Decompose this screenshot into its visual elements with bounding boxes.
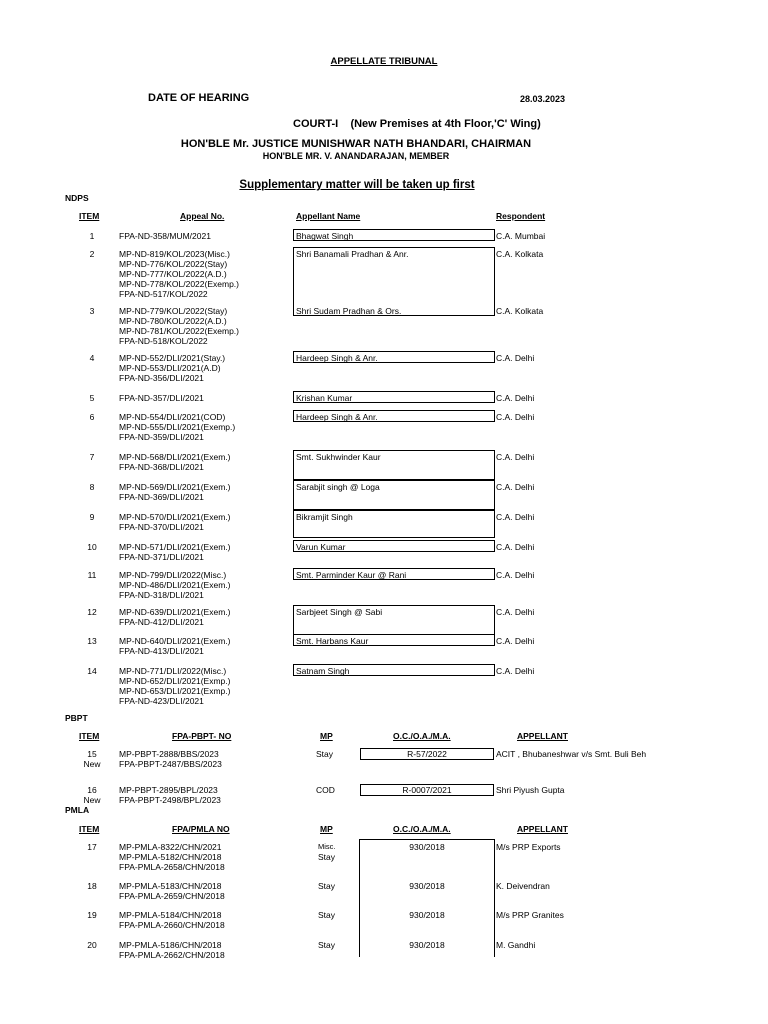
pbpt-col-appellant: APPELLANT: [517, 731, 568, 741]
appeal-number: MP-ND-486/DLI/2021(Exem.): [119, 580, 231, 590]
ndps-item-number: 8: [89, 482, 95, 492]
ndps-appeal-numbers: [119, 249, 239, 299]
pmla-col-appellant: APPELLANT: [517, 824, 568, 834]
appeal-number: MP-ND-639/DLI/2021(Exem.): [119, 607, 231, 617]
appeal-number: MP-ND-652/DLI/2021(Exmp.): [119, 676, 231, 686]
oc-number: 930/2018: [409, 881, 445, 891]
appeal-number: MP-ND-781/KOL/2022(Exemp.): [119, 326, 239, 336]
appeal-number: FPA-ND-518/KOL/2022: [119, 336, 208, 346]
pmla-col-fpa-pmla-no: FPA/PMLA NO: [172, 824, 230, 834]
ndps-appeal-numbers: [119, 636, 230, 656]
appeal-number: FPA-ND-359/DLI/2021: [119, 432, 204, 442]
appeal-number: MP-PMLA-5184/CHN/2018: [119, 910, 222, 920]
pmla-appeal-numbers: [119, 910, 225, 930]
mp-type-entry: Stay: [318, 940, 336, 950]
appeal-number: MP-PBPT-2895/BPL/2023: [119, 785, 218, 795]
appeal-number: MP-ND-555/DLI/2021(Exemp.): [119, 422, 236, 432]
pbpt-col-mp: MP: [320, 731, 333, 741]
mp-type: [318, 842, 336, 862]
appellant-name: Hardeep Singh & Anr.: [296, 353, 378, 363]
ndps-item-number: 11: [87, 570, 97, 580]
appeal-number: MP-ND-569/DLI/2021(Exem.): [119, 482, 231, 492]
appellant-name: Hardeep Singh & Anr.: [296, 412, 378, 422]
appeal-number: MP-ND-799/DLI/2022(Misc.): [119, 570, 227, 580]
appeal-number: MP-ND-571/DLI/2021(Exem.): [119, 542, 231, 552]
court-line: COURT-I (New Premises at 4th Floor,'C' Wing): [293, 118, 541, 130]
appeal-number: MP-ND-779/KOL/2022(Stay): [119, 306, 228, 316]
respondent: C.A. Kolkata: [496, 306, 544, 316]
ndps-col-appeal-no: Appeal No.: [180, 211, 225, 221]
ndps-item-number: 1: [89, 231, 95, 241]
appeal-number: FPA-PMLA-2660/CHN/2018: [119, 920, 225, 930]
appeal-number: FPA-ND-357/DLI/2021: [119, 393, 204, 403]
mp-type: [318, 910, 335, 920]
respondent: C.A. Delhi: [496, 607, 535, 617]
item-number: 19: [87, 910, 97, 920]
respondent: C.A. Delhi: [496, 393, 535, 403]
appeal-number: FPA-ND-371/DLI/2021: [119, 552, 204, 562]
pbpt-item-number: [70, 785, 114, 805]
appeal-number: FPA-ND-368/DLI/2021: [119, 462, 204, 472]
ndps-item-number: 4: [89, 353, 95, 363]
appeal-number: MP-ND-653/DLI/2021(Exmp.): [119, 686, 231, 696]
appellant-name: Sarabjit singh @ Loga: [296, 482, 380, 492]
appeal-number: MP-ND-553/DLI/2021(A.D): [119, 363, 221, 373]
appeal-number: FPA-PBPT-2487/BBS/2023: [119, 759, 222, 769]
appellant-name: M/s PRP Granites: [496, 910, 564, 920]
appeal-number: FPA-ND-358/MUM/2021: [119, 231, 211, 241]
ndps-item-number: 12: [87, 607, 97, 617]
respondent: C.A. Delhi: [496, 542, 535, 552]
appellant-name: Krishan Kumar: [296, 393, 353, 403]
mp-type-entry: Stay: [318, 881, 336, 891]
oc-number: 930/2018: [409, 842, 445, 852]
appellant-name: K. Deivendran: [496, 881, 550, 891]
respondent: C.A. Delhi: [496, 452, 535, 462]
pmla-appeal-numbers: [119, 940, 225, 960]
item-number: 18: [87, 881, 97, 891]
appeal-number: MP-ND-776/KOL/2022(Stay): [119, 259, 228, 269]
appeal-number: FPA-ND-370/DLI/2021: [119, 522, 204, 532]
appellant-name: Smt. Harbans Kaur: [296, 636, 369, 646]
pbpt-col-oc: O.C./O.A./M.A.: [393, 731, 451, 741]
appellant-name: ACIT , Bhubaneshwar v/s Smt. Buli Beh: [496, 749, 647, 759]
ndps-appeal-numbers: [119, 482, 230, 502]
appellant-name: Varun Kumar: [296, 542, 346, 552]
respondent: C.A. Delhi: [496, 666, 535, 676]
ndps-item-number: 5: [89, 393, 95, 403]
ndps-item-number: 14: [87, 666, 97, 676]
respondent: C.A. Delhi: [496, 482, 535, 492]
ndps-appeal-numbers: [119, 412, 235, 442]
date-of-hearing-value: 28.03.2023: [520, 94, 566, 104]
ndps-item-number: 9: [89, 512, 95, 522]
appeal-number: FPA-PMLA-2662/CHN/2018: [119, 950, 225, 960]
pbpt-appeal-numbers: [119, 785, 221, 805]
ndps-col-respondent: Respondent: [496, 211, 546, 221]
appellant-name: Bikramjit Singh: [296, 512, 353, 522]
appeal-number: MP-PMLA-5183/CHN/2018: [119, 881, 222, 891]
pmla-col-mp: MP: [320, 824, 333, 834]
appellant-name: Shri Sudam Pradhan & Ors.: [296, 306, 402, 316]
ndps-item-number: 2: [89, 249, 95, 259]
date-of-hearing-label: DATE OF HEARING: [148, 92, 250, 104]
pbpt-col-item: ITEM: [79, 731, 100, 741]
chairman-line: HON'BLE Mr. JUSTICE MUNISHWAR NATH BHANDARI, CHAIRMAN: [180, 138, 532, 150]
supplementary-note: Supplementary matter will be taken up first: [239, 179, 475, 191]
appeal-number: MP-PMLA-8322/CHN/2021: [119, 842, 222, 852]
appeal-number: MP-ND-640/DLI/2021(Exem.): [119, 636, 231, 646]
appellant-name: Bhagwat Singh: [296, 231, 354, 241]
appeal-number: MP-ND-570/DLI/2021(Exem.): [119, 512, 231, 522]
appellant-column-divider: [494, 839, 495, 957]
respondent: C.A. Delhi: [496, 353, 535, 363]
appeal-number: MP-PBPT-2888/BBS/2023: [119, 749, 219, 759]
appeal-number: MP-PMLA-5182/CHN/2018: [119, 852, 222, 862]
pbpt-appeal-numbers: [119, 749, 222, 769]
oc-number: R-0007/2021: [402, 785, 452, 795]
ndps-col-appellant-name: Appellant Name: [296, 211, 361, 221]
ndps-item-number: 10: [87, 542, 97, 552]
pmla-appeal-numbers: [119, 842, 225, 872]
mp-type: Stay: [316, 749, 334, 759]
pbpt-col-fpa-pbpt-no: FPA-PBPT- NO: [172, 731, 232, 741]
pmla-col-oc: O.C./O.A./M.A.: [393, 824, 451, 834]
ndps-item-number: 3: [89, 306, 95, 316]
oc-number: R-57/2022: [407, 749, 447, 759]
item-number: 20: [87, 940, 97, 950]
oc-number: 930/2018: [409, 910, 445, 920]
respondent: C.A. Delhi: [496, 412, 535, 422]
ndps-appeal-numbers: [119, 607, 230, 627]
appeal-number: MP-ND-554/DLI/2021(COD): [119, 412, 226, 422]
appeal-number: FPA-ND-356/DLI/2021: [119, 373, 204, 383]
appeal-number: FPA-ND-517/KOL/2022: [119, 289, 208, 299]
respondent: C.A. Delhi: [496, 512, 535, 522]
appeal-number: FPA-ND-369/DLI/2021: [119, 492, 204, 502]
oc-column-top-rule: [359, 839, 494, 840]
pmla-section-label: PMLA: [65, 805, 90, 815]
pbpt-item-number: [70, 749, 114, 769]
appeal-number: MP-ND-780/KOL/2022(A.D.): [119, 316, 227, 326]
appeal-number: FPA-ND-318/DLI/2021: [119, 590, 204, 600]
mp-type-entry: Stay: [318, 910, 336, 920]
appeal-number: FPA-PMLA-2659/CHN/2018: [119, 891, 225, 901]
ndps-appeal-numbers: [119, 353, 225, 383]
respondent: C.A. Delhi: [496, 636, 535, 646]
appeal-number: MP-ND-771/DLI/2022(Misc.): [119, 666, 227, 676]
appellant-name: Smt. Sukhwinder Kaur: [296, 452, 381, 462]
appellant-name: M. Gandhi: [496, 940, 536, 950]
member-line: HON'BLE MR. V. ANANDARAJAN, MEMBER: [262, 151, 450, 161]
item-number: 17: [87, 842, 97, 852]
appeal-number: MP-PMLA-5186/CHN/2018: [119, 940, 222, 950]
pmla-appeal-numbers: [119, 881, 225, 901]
pmla-col-item: ITEM: [79, 824, 100, 834]
item-number: 15: [87, 749, 97, 759]
appeal-number: MP-ND-552/DLI/2021(Stay.): [119, 353, 226, 363]
new-tag: New: [83, 795, 101, 805]
ndps-item-number: 7: [89, 452, 95, 462]
appeal-number: FPA-ND-413/DLI/2021: [119, 646, 204, 656]
ndps-col-item: ITEM: [79, 211, 100, 221]
ndps-item-number: 6: [89, 412, 95, 422]
appellant-name: Sarbjeet Singh @ Sabi: [296, 607, 383, 617]
ndps-appeal-numbers: [119, 570, 230, 600]
appeal-number: FPA-ND-412/DLI/2021: [119, 617, 204, 627]
appellant-name: Smt. Parminder Kaur @ Rani: [296, 570, 407, 580]
mp-type-entry: Stay: [318, 852, 336, 862]
mp-type-entry: Misc.: [318, 842, 336, 851]
mp-type: [318, 881, 335, 891]
appellant-name: M/s PRP Exports: [496, 842, 561, 852]
pbpt-section-label: PBPT: [65, 713, 88, 723]
appellant-name: Satnam Singh: [296, 666, 350, 676]
ndps-appeal-numbers: [119, 393, 204, 403]
appellant-name: Shri Piyush Gupta: [496, 785, 565, 795]
ndps-appeal-numbers: [119, 306, 239, 346]
appeal-number: MP-ND-777/KOL/2022(A.D.): [119, 269, 227, 279]
ndps-item-number: 13: [87, 636, 97, 646]
appeal-number: MP-ND-568/DLI/2021(Exem.): [119, 452, 231, 462]
ndps-appeal-numbers: [119, 452, 230, 472]
ndps-appeal-numbers: [119, 542, 230, 562]
respondent: C.A. Delhi: [496, 570, 535, 580]
ndps-appeal-numbers: [119, 666, 230, 706]
mp-type: [318, 940, 335, 950]
ndps-appeal-numbers: [119, 231, 211, 241]
appellant-name: Shri Banamali Pradhan & Anr.: [296, 249, 409, 259]
appeal-number: FPA-PBPT-2498/BPL/2023: [119, 795, 221, 805]
respondent: C.A. Kolkata: [496, 249, 544, 259]
ndps-appeal-numbers: [119, 512, 230, 532]
mp-type: COD: [316, 785, 335, 795]
new-tag: New: [83, 759, 101, 769]
ndps-section-label: NDPS: [65, 193, 89, 203]
respondent: C.A. Mumbai: [496, 231, 546, 241]
appeal-number: MP-ND-778/KOL/2022(Exemp.): [119, 279, 239, 289]
oc-number: 930/2018: [409, 940, 445, 950]
appeal-number: FPA-PMLA-2658/CHN/2018: [119, 862, 225, 872]
item-number: 16: [87, 785, 97, 795]
appeal-number: MP-ND-819/KOL/2023(Misc.): [119, 249, 231, 259]
document-title: APPELLATE TRIBUNAL: [330, 56, 438, 67]
appeal-number: FPA-ND-423/DLI/2021: [119, 696, 204, 706]
